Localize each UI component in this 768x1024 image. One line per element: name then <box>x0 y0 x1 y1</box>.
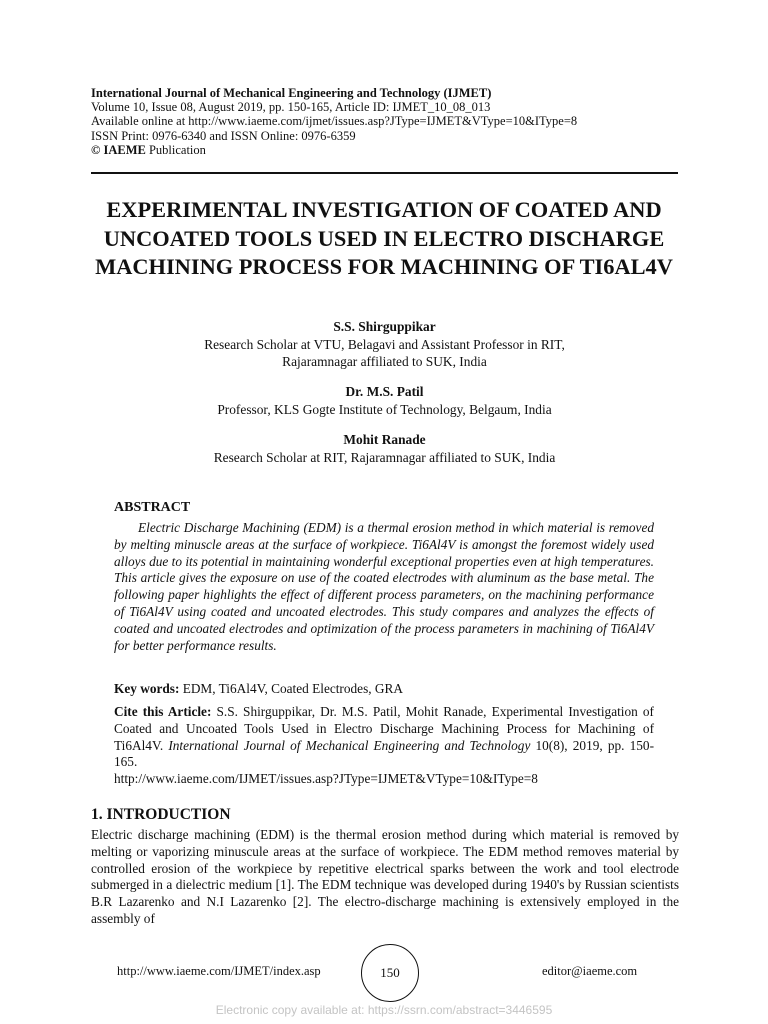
abstract-heading: ABSTRACT <box>114 500 191 515</box>
ssrn-watermark: Electronic copy available at: https://ssrn.com/abstract=3446595 <box>215 1003 553 1017</box>
abstract-text: Electric Discharge Machining (EDM) is a thermal erosion method in which material is removed by melting minuscle areas at the surface of workpiece. Ti6Al4V is amongst the foremost widely used alloys due to its potential in maintaining wonderful exceptional properties even at high temperatures. This article gives the exposure on use of the coated electrodes with aluminum as the base metal. The following paper highlights the effect of different process parameters, on the machining performance of Ti6Al4V using coated and uncoated electrodes. This study compares and analyzes the effects of coated and uncoated electrodes and optimization of the process parameters in machining of Ti6Al4V for better performance results. <box>114 520 654 653</box>
citation-text: S.S. Shirguppikar, Dr. M.S. Patil, Mohit Ranade, Experimental Investigation of Coated and Uncoated Tools Used in Electro Discharge Machining Process for Machining of Ti6Al4V. <box>114 704 654 753</box>
author-name: Dr. M.S. Patil <box>345 384 424 399</box>
header-divider <box>91 172 678 174</box>
journal-name: International Journal of Mechanical Engineering and Technology (IJMET) <box>91 86 492 100</box>
author-affiliation: Research Scholar at RIT, Rajaramnagar affiliated to SUK, India <box>213 450 556 465</box>
copyright-mark: © IAEME <box>91 142 146 157</box>
keywords <box>114 681 654 698</box>
page-number: 150 <box>361 944 419 1002</box>
author-block <box>91 318 678 466</box>
citation-journal: International Journal of Mechanical Engineering and Technology <box>168 737 531 753</box>
copyright-rest: Publication <box>145 142 206 157</box>
paper-title: EXPERIMENTAL INVESTIGATION OF COATED AND UNCOATED TOOLS USED IN ELECTRO DISCHARGE MACHINING PROCESS FOR MACHINING OF TI6AL4V <box>95 197 673 279</box>
introduction-heading: 1. INTRODUCTION <box>91 806 231 823</box>
citation <box>114 704 654 788</box>
author-name: Mohit Ranade <box>343 432 426 447</box>
footer-url[interactable]: http://www.iaeme.com/IJMET/index.asp <box>117 964 321 978</box>
issn-line: ISSN Print: 0976-6340 and ISSN Online: 0976-6359 <box>91 128 356 143</box>
author-affiliation: Research Scholar at VTU, Belagavi and Assistant Professor in RIT, <box>204 337 565 352</box>
citation-label: Cite this Article: <box>114 704 212 719</box>
author-affiliation: Professor, KLS Gogte Institute of Technology, Belgaum, India <box>217 402 552 417</box>
volume-info: Volume 10, Issue 08, August 2019, pp. 150-165, Article ID: IJMET_10_08_013 <box>91 100 491 115</box>
footer-email[interactable]: editor@iaeme.com <box>542 964 638 978</box>
journal-header <box>91 86 679 157</box>
keywords-text: EDM, Ti6Al4V, Coated Electrodes, GRA <box>179 681 403 696</box>
author-affiliation: Rajaramnagar affiliated to SUK, India <box>282 354 487 369</box>
author-name: S.S. Shirguppikar <box>333 319 436 334</box>
citation-volume: 10(8), 2019, pp. 150-165. <box>114 737 654 770</box>
citation-url[interactable]: http://www.iaeme.com/IJMET/issues.asp?JType=IJMET&VType=10&IType=8 <box>114 771 538 787</box>
availability-line: Available online at http://www.iaeme.com/ijmet/issues.asp?JType=IJMET&VType=10&IType=8 <box>91 114 578 129</box>
introduction-text: Electric discharge machining (EDM) is the thermal erosion method during which material is removed by melting or vaporizing minuscule areas at the surface of workpiece. The EDM method removes material by controlled erosion of the workpiece by repetitive electrical sparks between the work and tool electrode submerged in a dielectric medium [1]. The EDM technique was developed during 1940's by Russian scientists B.R Lazarenko and N.I Lazarenko [2]. The electro-discharge machining is extensively employed in the assembly of <box>91 827 679 926</box>
copyright-line <box>91 143 679 157</box>
keywords-label: Key words: <box>114 681 180 696</box>
